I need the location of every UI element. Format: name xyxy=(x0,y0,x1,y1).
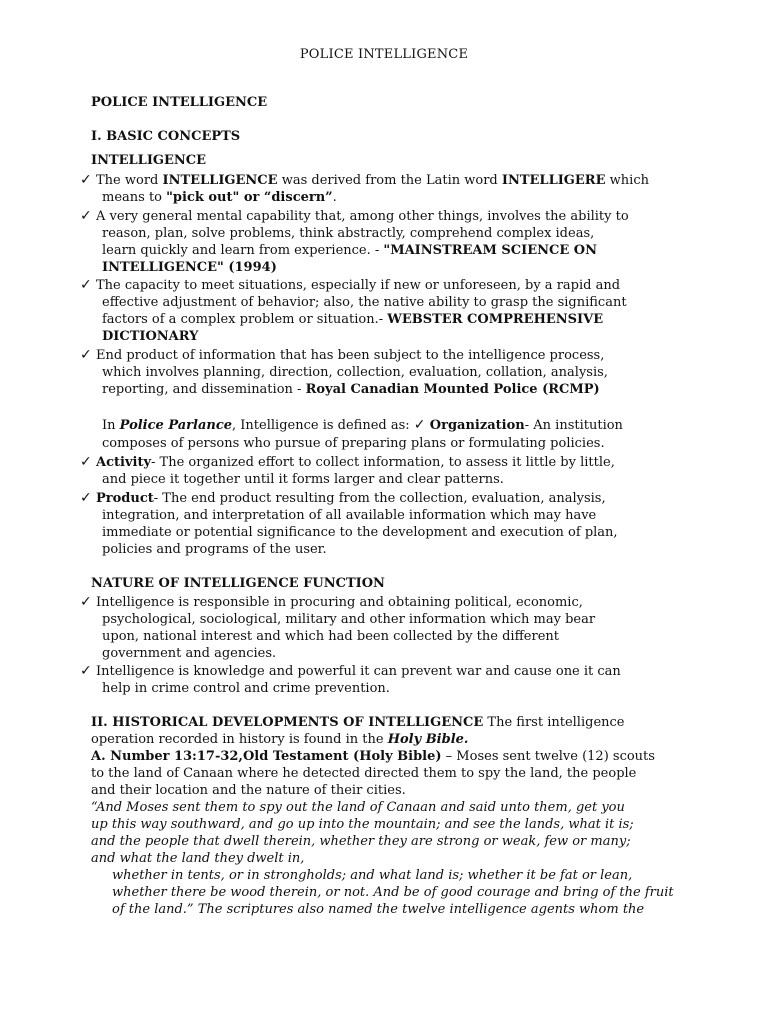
intelligence-heading: INTELLIGENCE xyxy=(91,153,207,168)
nature-heading: NATURE OF INTELLIGENCE FUNCTION xyxy=(91,576,385,591)
parlance-line: composes of persons who pursue of preparing plans or formulating policies. xyxy=(102,436,605,451)
history-item-a: A. Number 13:17-32,Old Testament (Holy Bible) – Moses sent twelve (12) scouts xyxy=(91,749,655,764)
definition-line: factors of a complex problem or situation.- WEBSTER COMPREHENSIVE xyxy=(102,312,604,327)
bible-quote-line: up this way southward, and go up into the mountain; and see the lands, what it is; xyxy=(91,817,634,832)
section-title: POLICE INTELLIGENCE xyxy=(91,95,268,110)
check-icon: ✓ xyxy=(80,277,92,293)
definition-item: ✓ End product of information that has been subject to the intelligence process, xyxy=(80,347,605,363)
check-icon: ✓ xyxy=(80,208,92,224)
nature-item: ✓ Intelligence is knowledge and powerful it can prevent war and cause one it can xyxy=(80,663,621,679)
page-header-title: POLICE INTELLIGENCE xyxy=(299,47,469,62)
bible-quote-line: of the land.” The scriptures also named the twelve intelligence agents whom the xyxy=(112,902,645,917)
nature-line: upon, national interest and which had been collected by the different xyxy=(102,629,559,644)
check-icon: ✓ xyxy=(80,490,92,506)
basic-concepts-heading: I. BASIC CONCEPTS xyxy=(91,129,241,144)
history-line: and their location and the nature of their cities. xyxy=(91,783,406,798)
parlance-paragraph: In Police Parlance, Intelligence is defined as: ✓ Organization- An institution xyxy=(102,417,623,433)
definition-line: which involves planning, direction, collection, evaluation, collation, analysis, xyxy=(102,365,608,380)
check-icon: ✓ xyxy=(80,347,92,363)
definition-line: effective adjustment of behavior; also, the native ability to grasp the significant xyxy=(102,295,627,310)
bible-quote-line: and what the land they dwelt in, xyxy=(91,851,305,866)
check-icon: ✓ xyxy=(80,172,92,188)
definition-item: ✓ The capacity to meet situations, especially if new or unforeseen, by a rapid and xyxy=(80,277,621,293)
definition-item: ✓ The word INTELLIGENCE was derived from the Latin word INTELLIGERE which xyxy=(80,172,649,188)
nature-line: psychological, sociological, military and other information which may bear xyxy=(102,612,596,627)
history-line: operation recorded in history is found in the Holy Bible. xyxy=(91,732,469,747)
bible-quote-line: whether in tents, or in strongholds; and what land is; whether it be fat or lean, xyxy=(112,868,633,883)
check-icon: ✓ xyxy=(80,454,92,470)
nature-line: help in crime control and crime prevention. xyxy=(102,681,390,696)
check-icon: ✓ xyxy=(80,663,92,679)
nature-line: government and agencies. xyxy=(102,646,277,661)
definition-source: INTELLIGENCE" (1994) xyxy=(102,260,277,275)
bible-quote-line: whether there be wood therein, or not. And be of good courage and bring of the fruit xyxy=(112,885,674,900)
history-line: to the land of Canaan where he detected directed them to spy the land, the people xyxy=(91,766,637,781)
definition-item: ✓ A very general mental capability that, among other things, involves the ability to xyxy=(80,208,629,224)
bible-quote-line: and the people that dwell therein, whether they are strong or weak, few or many; xyxy=(91,834,631,849)
history-heading: II. HISTORICAL DEVELOPMENTS OF INTELLIGENCE The first intelligence xyxy=(91,715,625,730)
check-icon: ✓ xyxy=(80,594,92,610)
definition-source: DICTIONARY xyxy=(102,329,199,344)
nature-item: ✓ Intelligence is responsible in procuring and obtaining political, economic, xyxy=(80,594,583,610)
parlance-item-activity: ✓ Activity- The organized effort to collect information, to assess it little by little, xyxy=(80,454,615,470)
parlance-line: and piece it together until it forms larger and clear patterns. xyxy=(102,472,504,487)
definition-line: reason, plan, solve problems, think abstractly, comprehend complex ideas, xyxy=(102,226,595,241)
parlance-line: integration, and interpretation of all available information which may have xyxy=(102,508,597,523)
parlance-item-product: ✓ Product- The end product resulting from the collection, evaluation, analysis, xyxy=(80,490,606,506)
definition-line: learn quickly and learn from experience. - "MAINSTREAM SCIENCE ON xyxy=(102,243,598,258)
definition-item-cont: means to "pick out" or “discern”. xyxy=(102,190,337,205)
parlance-line: policies and programs of the user. xyxy=(102,542,327,557)
bible-quote-line: “And Moses sent them to spy out the land of Canaan and said unto them, get you xyxy=(91,800,625,815)
check-icon: ✓ xyxy=(413,417,426,433)
definition-line: reporting, and dissemination - Royal Canadian Mounted Police (RCMP) xyxy=(102,382,600,397)
parlance-line: immediate or potential significance to the development and execution of plan, xyxy=(102,525,618,540)
